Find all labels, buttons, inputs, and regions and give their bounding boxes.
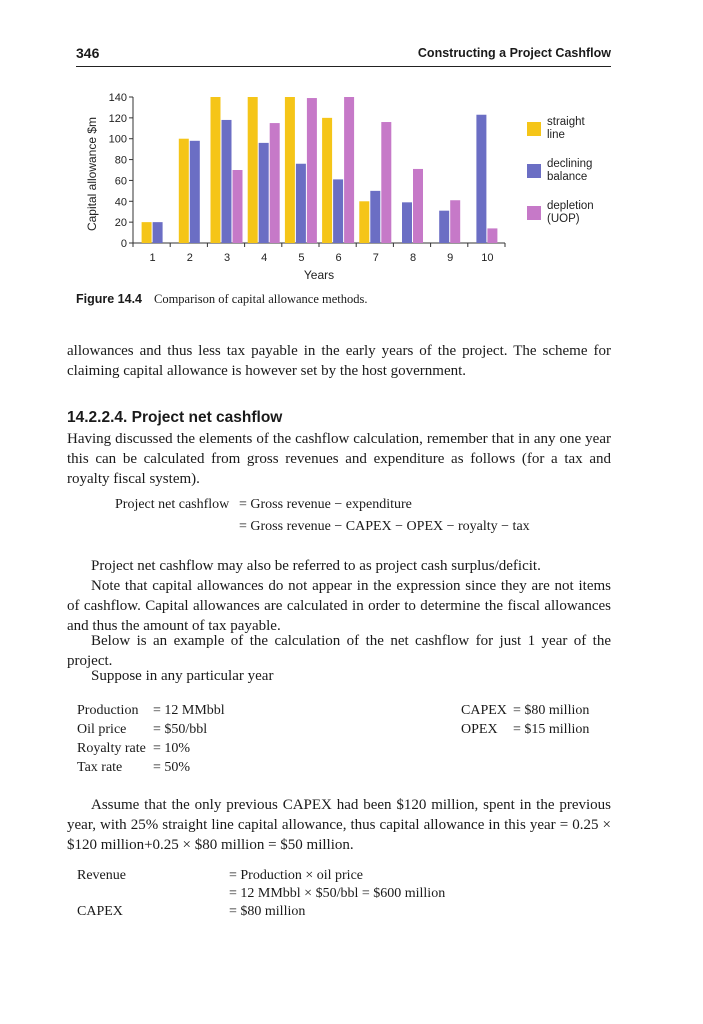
legend-swatch: [527, 122, 541, 136]
bar-straight-line: [179, 139, 189, 243]
y-tick-label: 80: [114, 154, 127, 167]
param-tax-label: Tax rate: [77, 760, 123, 775]
param-opex-value: = $15 million: [513, 722, 590, 737]
y-tick-label: 20: [114, 217, 127, 230]
paragraph-example: Below is an example of the calculation of the net cashflow for just 1 year of the project.: [67, 633, 611, 669]
x-tick-label: 8: [409, 252, 417, 264]
bar-depletion-uop-: [450, 200, 460, 243]
x-tick-label: 4: [261, 252, 268, 264]
x-axis-title: Years: [303, 268, 335, 282]
calc-capex-label: CAPEX: [77, 904, 123, 919]
page-number: 346: [76, 45, 100, 61]
bar-depletion-uop-: [487, 228, 497, 243]
y-tick-label: 0: [120, 238, 127, 250]
param-opex-label: OPEX: [461, 722, 498, 737]
param-oil-label: Oil price: [77, 722, 127, 737]
paragraph-surplus: Project net cashflow may also be referred to as project cash surplus/deficit.: [91, 558, 541, 574]
y-tick-label: 60: [114, 175, 127, 188]
equation-lhs: Project net cashflow: [115, 497, 230, 512]
bar-straight-line: [285, 97, 295, 243]
x-tick-label: 5: [298, 252, 305, 264]
param-production-value: = 12 MMbbl: [153, 703, 225, 718]
x-tick-label: 1: [149, 252, 156, 264]
bar-depletion-uop-: [307, 98, 317, 243]
param-capex-value: = $80 million: [513, 703, 590, 718]
legend-label: (UOP): [547, 213, 580, 225]
bar-straight-line: [211, 97, 221, 243]
bar-straight-line: [359, 201, 369, 243]
capital-allowance-chart: [76, 84, 606, 284]
legend-label: line: [547, 129, 565, 141]
bar-straight-line: [248, 97, 258, 243]
bar-straight-line: [322, 118, 332, 243]
param-production-label: Production: [77, 703, 139, 718]
y-tick-label: 40: [114, 196, 127, 209]
bar-declining-balance: [439, 211, 449, 243]
bar-depletion-uop-: [344, 97, 354, 243]
x-tick-label: 9: [447, 252, 454, 264]
y-tick-label: 100: [108, 133, 127, 146]
paragraph-assume: Assume that the only previous CAPEX had been $120 million, spent in the previous year, with 25% straight line capital allowance, thus capital allowance in this year = 0.25 × $120 million+0.25 × $80 million = $50 million.: [67, 797, 611, 853]
bar-declining-balance: [402, 202, 412, 243]
param-capex-label: CAPEX: [461, 703, 507, 718]
bar-declining-balance: [333, 179, 343, 243]
x-tick-label: 6: [335, 252, 342, 264]
calc-revenue-line-2: = 12 MMbbl × $50/bbl = $600 million: [229, 886, 446, 901]
figure-caption-text: Comparison of capital allowance methods.: [154, 292, 368, 306]
legend-swatch: [527, 206, 541, 220]
legend-label: straight: [547, 116, 585, 128]
x-tick-label: 3: [223, 252, 231, 264]
figure-label: Figure 14.4: [76, 292, 142, 306]
bar-declining-balance: [370, 191, 380, 243]
legend-label: balance: [547, 171, 588, 183]
bar-straight-line: [142, 222, 152, 243]
x-tick-label: 10: [481, 252, 494, 264]
legend-label: depletion: [547, 200, 594, 212]
bar-depletion-uop-: [413, 169, 423, 243]
x-tick-label: 7: [372, 252, 379, 264]
paragraph-allowances: allowances and thus less tax payable in the early years of the project. The scheme for claiming capital allowance is however set by the host government.: [67, 343, 611, 379]
bar-declining-balance: [296, 164, 306, 243]
x-tick-label: 2: [186, 252, 193, 264]
legend-label: declining: [547, 158, 593, 170]
bar-depletion-uop-: [270, 123, 280, 243]
bar-declining-balance: [476, 115, 486, 243]
y-tick-label: 140: [108, 92, 127, 104]
bar-declining-balance: [153, 222, 163, 243]
section-heading: 14.2.2.4. Project net cashflow: [67, 409, 283, 426]
bar-declining-balance: [222, 120, 232, 243]
figure-caption: [76, 292, 367, 307]
param-tax-value: = 50%: [153, 760, 191, 775]
paragraph-suppose: Suppose in any particular year: [91, 668, 274, 684]
param-royalty-label: Royalty rate: [77, 741, 146, 756]
equation-line-1: = Gross revenue − expenditure: [239, 497, 412, 512]
running-header: [76, 44, 611, 67]
bar-declining-balance: [190, 141, 200, 243]
calc-capex-line: = $80 million: [229, 904, 306, 919]
bar-declining-balance: [259, 143, 269, 243]
y-tick-label: 120: [108, 112, 127, 125]
param-royalty-value: = 10%: [153, 741, 191, 756]
param-oil-value: = $50/bbl: [153, 722, 208, 737]
bar-depletion-uop-: [381, 122, 391, 243]
bar-depletion-uop-: [233, 170, 243, 243]
paragraph-note: Note that capital allowances do not appear in the expression since they are not items of cashflow. Capital allowances are calculated in order to determine the fiscal allowances and thus the amount of tax payable.: [67, 578, 611, 634]
running-title: Constructing a Project Cashflow: [417, 46, 611, 60]
y-axis-title: Capital allowance $m: [85, 116, 99, 232]
paragraph-intro: Having discussed the elements of the cashflow calculation, remember that in any one year this can be calculated from gross revenues and expenditure as follows (for a tax and royalty fiscal system).: [67, 431, 611, 487]
calc-revenue-label: Revenue: [77, 868, 126, 883]
legend-swatch: [527, 164, 541, 178]
calc-revenue-line-1: = Production × oil price: [229, 868, 363, 883]
equation-line-2: = Gross revenue − CAPEX − OPEX − royalty − tax: [239, 519, 530, 534]
